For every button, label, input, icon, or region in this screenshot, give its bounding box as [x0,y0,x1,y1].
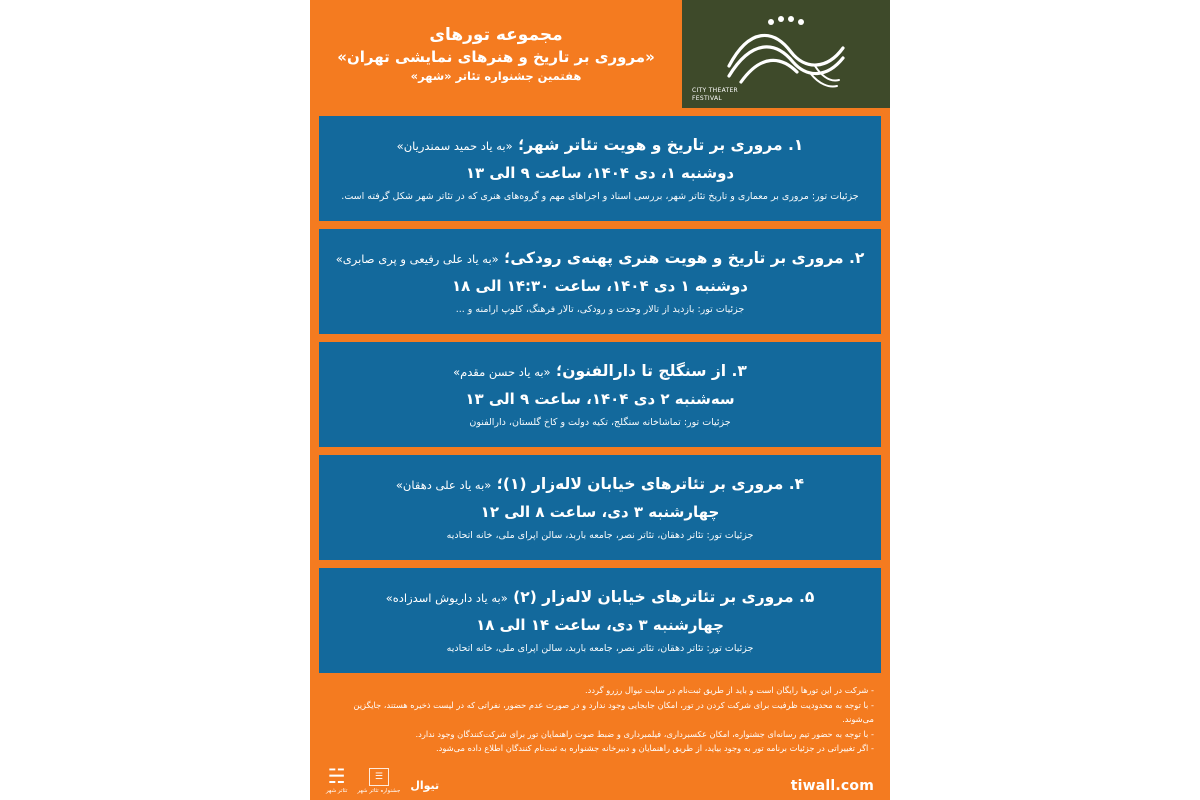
tour-card-2 [319,229,881,334]
tour-title-text: ۱. مروری بر تاریخ و هویت تئاتر شهر؛ [518,136,804,155]
tour-memorial: «به یاد حسن مقدم» [453,365,551,380]
tour-card-1 [319,116,881,221]
poster-title-line1: مجموعه تورهای [429,25,563,45]
tour-date: چهارشنبه ۳ دی، ساعت ۸ الی ۱۲ [480,502,720,521]
tiwall-brand-fa: تیوال [410,779,440,792]
festival-logo-block [682,0,890,108]
tour-title [333,587,867,609]
sponsor-logo-2-caption: جشنواره تئاتر شهر [357,788,401,794]
festival-poster [310,0,890,800]
poster-title-line2: «مروری بر تاریخ و هنرهای نمایشی تهران» [337,48,655,66]
tour-title-text: ۵. مروری بر تئاترهای خیابان لاله‌زار (۲) [513,588,815,607]
tour-description: جزئیات تور: مروری بر معماری و تاریخ تئاتر شهر، بررسی اسناد و اجراهای مهم و گروه‌های هنری که در تئاتر شهر شکل گرفته است. [341,190,859,202]
tour-description: جزئیات تور: تئاتر دهقان، تئاتر نصر، جامعه باربد، سالن اپرای ملی، خانه اتحادیه [446,643,754,655]
logo-caption-line1: CITY THEATER [692,87,739,94]
tour-date: دوشنبه ۱، دی ۱۴۰۴، ساعت ۹ الی ۱۳ [465,163,735,182]
sponsor-logo-2-mark: ☰ [369,768,389,786]
poster-title-block [310,0,682,108]
tour-title [333,474,867,496]
poster-title-line3: هفتمین جشنواره تئاتر «شهر» [410,69,582,83]
logo-caption-line2: FESTIVAL [692,94,723,102]
tiwall-website-link[interactable]: tiwall.com [790,778,874,794]
tour-title [333,248,867,270]
theater-masks-icon: ☵ [327,764,346,788]
tour-memorial: «به یاد داریوش اسدزاده» [385,591,508,606]
tour-date: چهارشنبه ۳ دی، ساعت ۱۴ الی ۱۸ [476,616,724,635]
tour-memorial: «به یاد حمید سمندریان» [396,139,513,154]
logo-caption [692,87,738,102]
tour-memorial: «به یاد علی دهقان» [395,478,492,493]
tour-date: دوشنبه ۱ دی ۱۴۰۴، ساعت ۱۴:۳۰ الی ۱۸ [451,276,748,295]
tour-card-3 [319,342,881,447]
footer-bottom-bar [326,764,874,794]
poster-footer [310,673,890,800]
footer-note: - با توجه به حضور تیم رسانه‌ای جشنواره، امکان عکسبرداری، فیلمبرداری و ضبط صوت راهنمایان تور برای شرکت‌کنندگان وجود ندارد. [415,728,874,739]
tour-card-5 [319,568,881,673]
sponsor-logo-1 [326,766,347,794]
tour-description: جزئیات تور: تماشاخانه سنگلج، تکیه دولت و کاخ گلستان، دارالفنون [469,416,731,428]
sponsor-logo-2 [357,768,400,794]
tour-title-text: ۲. مروری بر تاریخ و هویت هنری پهنه‌ی رودکی؛ [504,249,865,268]
tour-date: سه‌شنبه ۲ دی ۱۴۰۴، ساعت ۹ الی ۱۳ [465,389,735,408]
tour-card-4 [319,455,881,560]
footer-logo-group [326,766,439,794]
tour-title-text: ۴. مروری بر تئاترهای خیابان لاله‌زار (۱)؛ [496,475,805,494]
tour-memorial: «به یاد علی رفیعی و پری صابری» [335,252,499,267]
footer-note: - اگر تغییراتی در جزئیات برنامه تور به وجود بیاید، از طریق راهنمایان و دبیرخانه جشنواره به ثبت‌نام کنندگان اطلاع داده می‌شود. [436,743,874,754]
footer-notes [326,683,874,756]
tour-title-text: ۳. از سنگلج تا دارالفنون؛ [556,362,747,381]
tour-list [310,108,890,673]
tour-title [333,361,867,383]
tour-description: جزئیات تور: تئاتر دهقان، تئاتر نصر، جامعه باربد، سالن اپرای ملی، خانه اتحادیه [446,529,754,541]
sponsor-logo-1-caption: تئاتر شهر [326,788,348,794]
tour-title [333,135,867,157]
tour-description: جزئیات تور: بازدید از تالار وحدت و رودکی، تالار فرهنگ، کلوپ ارامنه و ... [455,303,745,315]
footer-note: - با توجه به محدودیت ظرفیت برای شرکت کردن در تور، امکان جابجایی وجود ندارد و در صورت عدم حضور، نفراتی که در لیست ذخیره هستند، جایگزین می‌شوند. [353,699,874,725]
footer-note: - شرکت در این تورها رایگان است و باید از طریق ثبت‌نام در سایت تیوال رزرو گردد. [585,685,874,696]
poster-header [310,0,890,108]
